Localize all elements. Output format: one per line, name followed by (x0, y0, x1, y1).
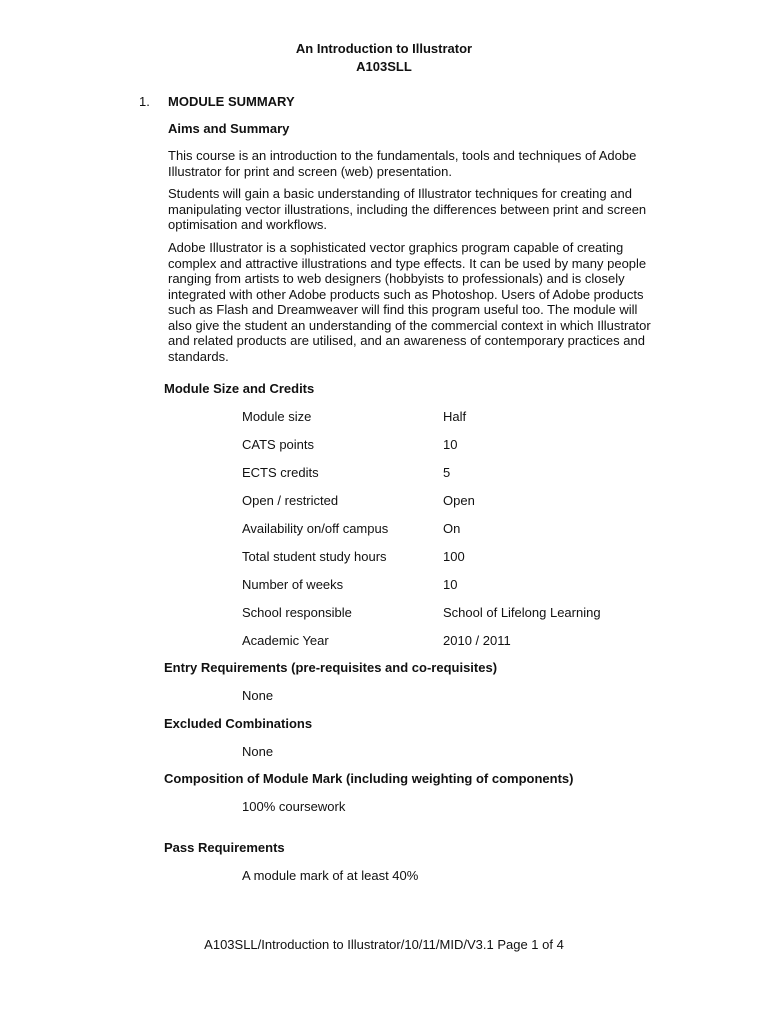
row-value: School of Lifelong Learning (443, 605, 601, 620)
page-footer: A103SLL/Introduction to Illustrator/10/11/MID/V3.1 Page 1 of 4 (204, 937, 564, 952)
aims-paragraph-2: Students will gain a basic understanding of Illustrator techniques for creating and manipulating vector illustrations, including the differences between print and screen optimisation and workflows. (168, 186, 647, 232)
pass-requirements-value: A module mark of at least 40% (242, 868, 419, 883)
table-row (242, 409, 662, 425)
row-label: Availability on/off campus (242, 521, 389, 536)
row-label: ECTS credits (242, 465, 319, 480)
excluded-combinations-heading: Excluded Combinations (164, 716, 313, 731)
row-value: 10 (443, 577, 458, 592)
composition-heading: Composition of Module Mark (including weighting of components) (164, 771, 574, 786)
size-credits-heading: Module Size and Credits (164, 381, 315, 396)
row-label: CATS points (242, 437, 315, 452)
table-row (242, 633, 662, 649)
entry-requirements-heading: Entry Requirements (pre-requisites and co-requisites) (164, 660, 498, 675)
table-row (242, 549, 662, 565)
section-number: 1. (139, 94, 150, 109)
row-label: Open / restricted (242, 493, 339, 508)
entry-requirements-value: None (242, 688, 274, 703)
row-value: Open (443, 493, 475, 508)
row-label: Total student study hours (242, 549, 387, 564)
table-row (242, 437, 662, 453)
table-row (242, 465, 662, 481)
module-code: A103SLL (356, 59, 412, 74)
document-title: An Introduction to Illustrator (295, 41, 473, 56)
excluded-combinations-value: None (242, 744, 274, 759)
aims-paragraph-3: Adobe Illustrator is a sophisticated vector graphics program capable of creating complex and attractive illustrations and type effects. It can be used by many people ranging from artists to web designers (hobbyists to professionals) and is closely integrated with other Adobe products such as Photoshop. Users of Adobe products such as Flash and Dreamweaver will find this program useful too. The module will also give the student an understanding of the commercial context in which Illustrator and related products are utilised, and an awareness of contemporary practices and standards. (168, 240, 651, 364)
row-label: Academic Year (242, 633, 329, 648)
row-value: 10 (443, 437, 458, 452)
row-value: On (443, 521, 461, 536)
row-value: 2010 / 2011 (443, 633, 511, 648)
row-label: Number of weeks (242, 577, 344, 592)
table-row (242, 577, 662, 593)
table-row (242, 493, 662, 509)
section-heading: MODULE SUMMARY (168, 94, 295, 109)
composition-value: 100% coursework (242, 799, 346, 814)
table-row (242, 521, 662, 537)
row-value: 100 (443, 549, 465, 564)
aims-paragraph-1: This course is an introduction to the fundamentals, tools and techniques of Adobe Illustrator for print and screen (web) presentation. (168, 148, 637, 179)
table-row (242, 605, 662, 621)
aims-heading: Aims and Summary (168, 121, 290, 136)
pass-requirements-heading: Pass Requirements (164, 840, 285, 855)
row-value: Half (443, 409, 467, 424)
row-value: 5 (443, 465, 451, 480)
row-label: School responsible (242, 605, 352, 620)
row-label: Module size (242, 409, 312, 424)
